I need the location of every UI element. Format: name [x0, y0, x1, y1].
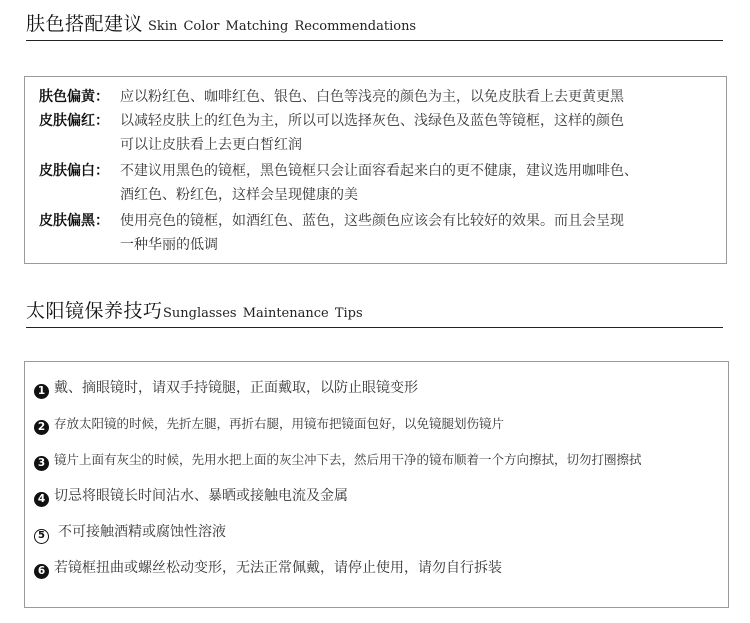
tip-item [34, 378, 418, 399]
tip-text: 存放太阳镜的时候，先折左腿，再折右腿，用镜布把镜面包好，以免镜腿划伤镜片 [54, 416, 505, 431]
number-3-icon: 3 [34, 456, 49, 471]
skin-item-line: 以减轻皮肤上的红色为主，所以可以选择灰色、浅绿色及蓝色等镜框，这样的颜色 [120, 113, 624, 129]
skin-item-label: 皮肤偏白： [39, 163, 109, 179]
tip-item [34, 522, 226, 544]
skin-item-label: 皮肤偏黑： [39, 213, 109, 229]
skin-item-line: 不建议用黑色的镜框，黑色镜框只会让面容看起来白的更不健康，建议选用咖啡色、 [120, 163, 638, 179]
skin-item-text [120, 85, 710, 109]
skin-item-line: 应以粉红色、咖啡红色、银色、白色等浅亮的颜色为主，以免皮肤看上去更黄更黑 [120, 89, 624, 105]
tip-item [34, 558, 502, 579]
tip-text: 若镜框扭曲或螺丝松动变形，无法正常佩戴，请停止使用，请勿自行拆装 [54, 560, 502, 576]
tip-item [34, 486, 348, 507]
number-4-icon: 4 [34, 492, 49, 507]
skin-item-line: 酒红色、粉红色，这样会呈现健康的美 [120, 187, 358, 203]
sunglasses-tips-box [24, 361, 729, 608]
tip-text: 切忌将眼镜长时间沾水、暴晒或接触电流及金属 [54, 488, 348, 504]
skin-item-line: 使用亮色的镜框，如酒红色、蓝色，这些颜色应该会有比较好的效果。而且会呈现 [120, 213, 624, 229]
number-2-icon: 2 [34, 420, 49, 435]
skin-item-label: 肤色偏黄： [39, 89, 109, 105]
skin-section-header [26, 12, 723, 41]
skin-item-text [120, 209, 710, 257]
skin-item-label: 皮肤偏红： [39, 113, 109, 129]
skin-item-line: 可以让皮肤看上去更白皙红润 [120, 137, 302, 153]
tip-text: 不可接触酒精或腐蚀性溶液 [58, 524, 226, 540]
sunglasses-section-header [26, 299, 723, 328]
sunglasses-section-title-en: Sunglasses Maintenance Tips [163, 306, 363, 321]
skin-item-text [120, 159, 710, 207]
number-1-icon: 1 [34, 384, 49, 399]
number-6-icon: 6 [34, 564, 49, 579]
skin-item-line: 一种华丽的低调 [120, 237, 218, 253]
skin-item-text [120, 109, 710, 157]
tip-item [34, 450, 642, 471]
skin-recommendations-box [24, 76, 727, 264]
tip-text: 戴、摘眼镜时，请双手持镜腿，正面戴取，以防止眼镜变形 [54, 380, 418, 396]
number-5-icon: 5 [34, 529, 49, 544]
skin-section-title-zh: 肤色搭配建议 [26, 13, 144, 35]
tip-text: 镜片上面有灰尘的时候，先用水把上面的灰尘冲下去，然后用干净的镜布顺着一个方向擦拭，切勿打圈擦拭 [54, 452, 642, 467]
skin-section-title-en: Skin Color Matching Recommendations [148, 19, 417, 34]
tip-item [34, 414, 504, 435]
sunglasses-section-title-zh: 太阳镜保养技巧 [26, 300, 163, 322]
